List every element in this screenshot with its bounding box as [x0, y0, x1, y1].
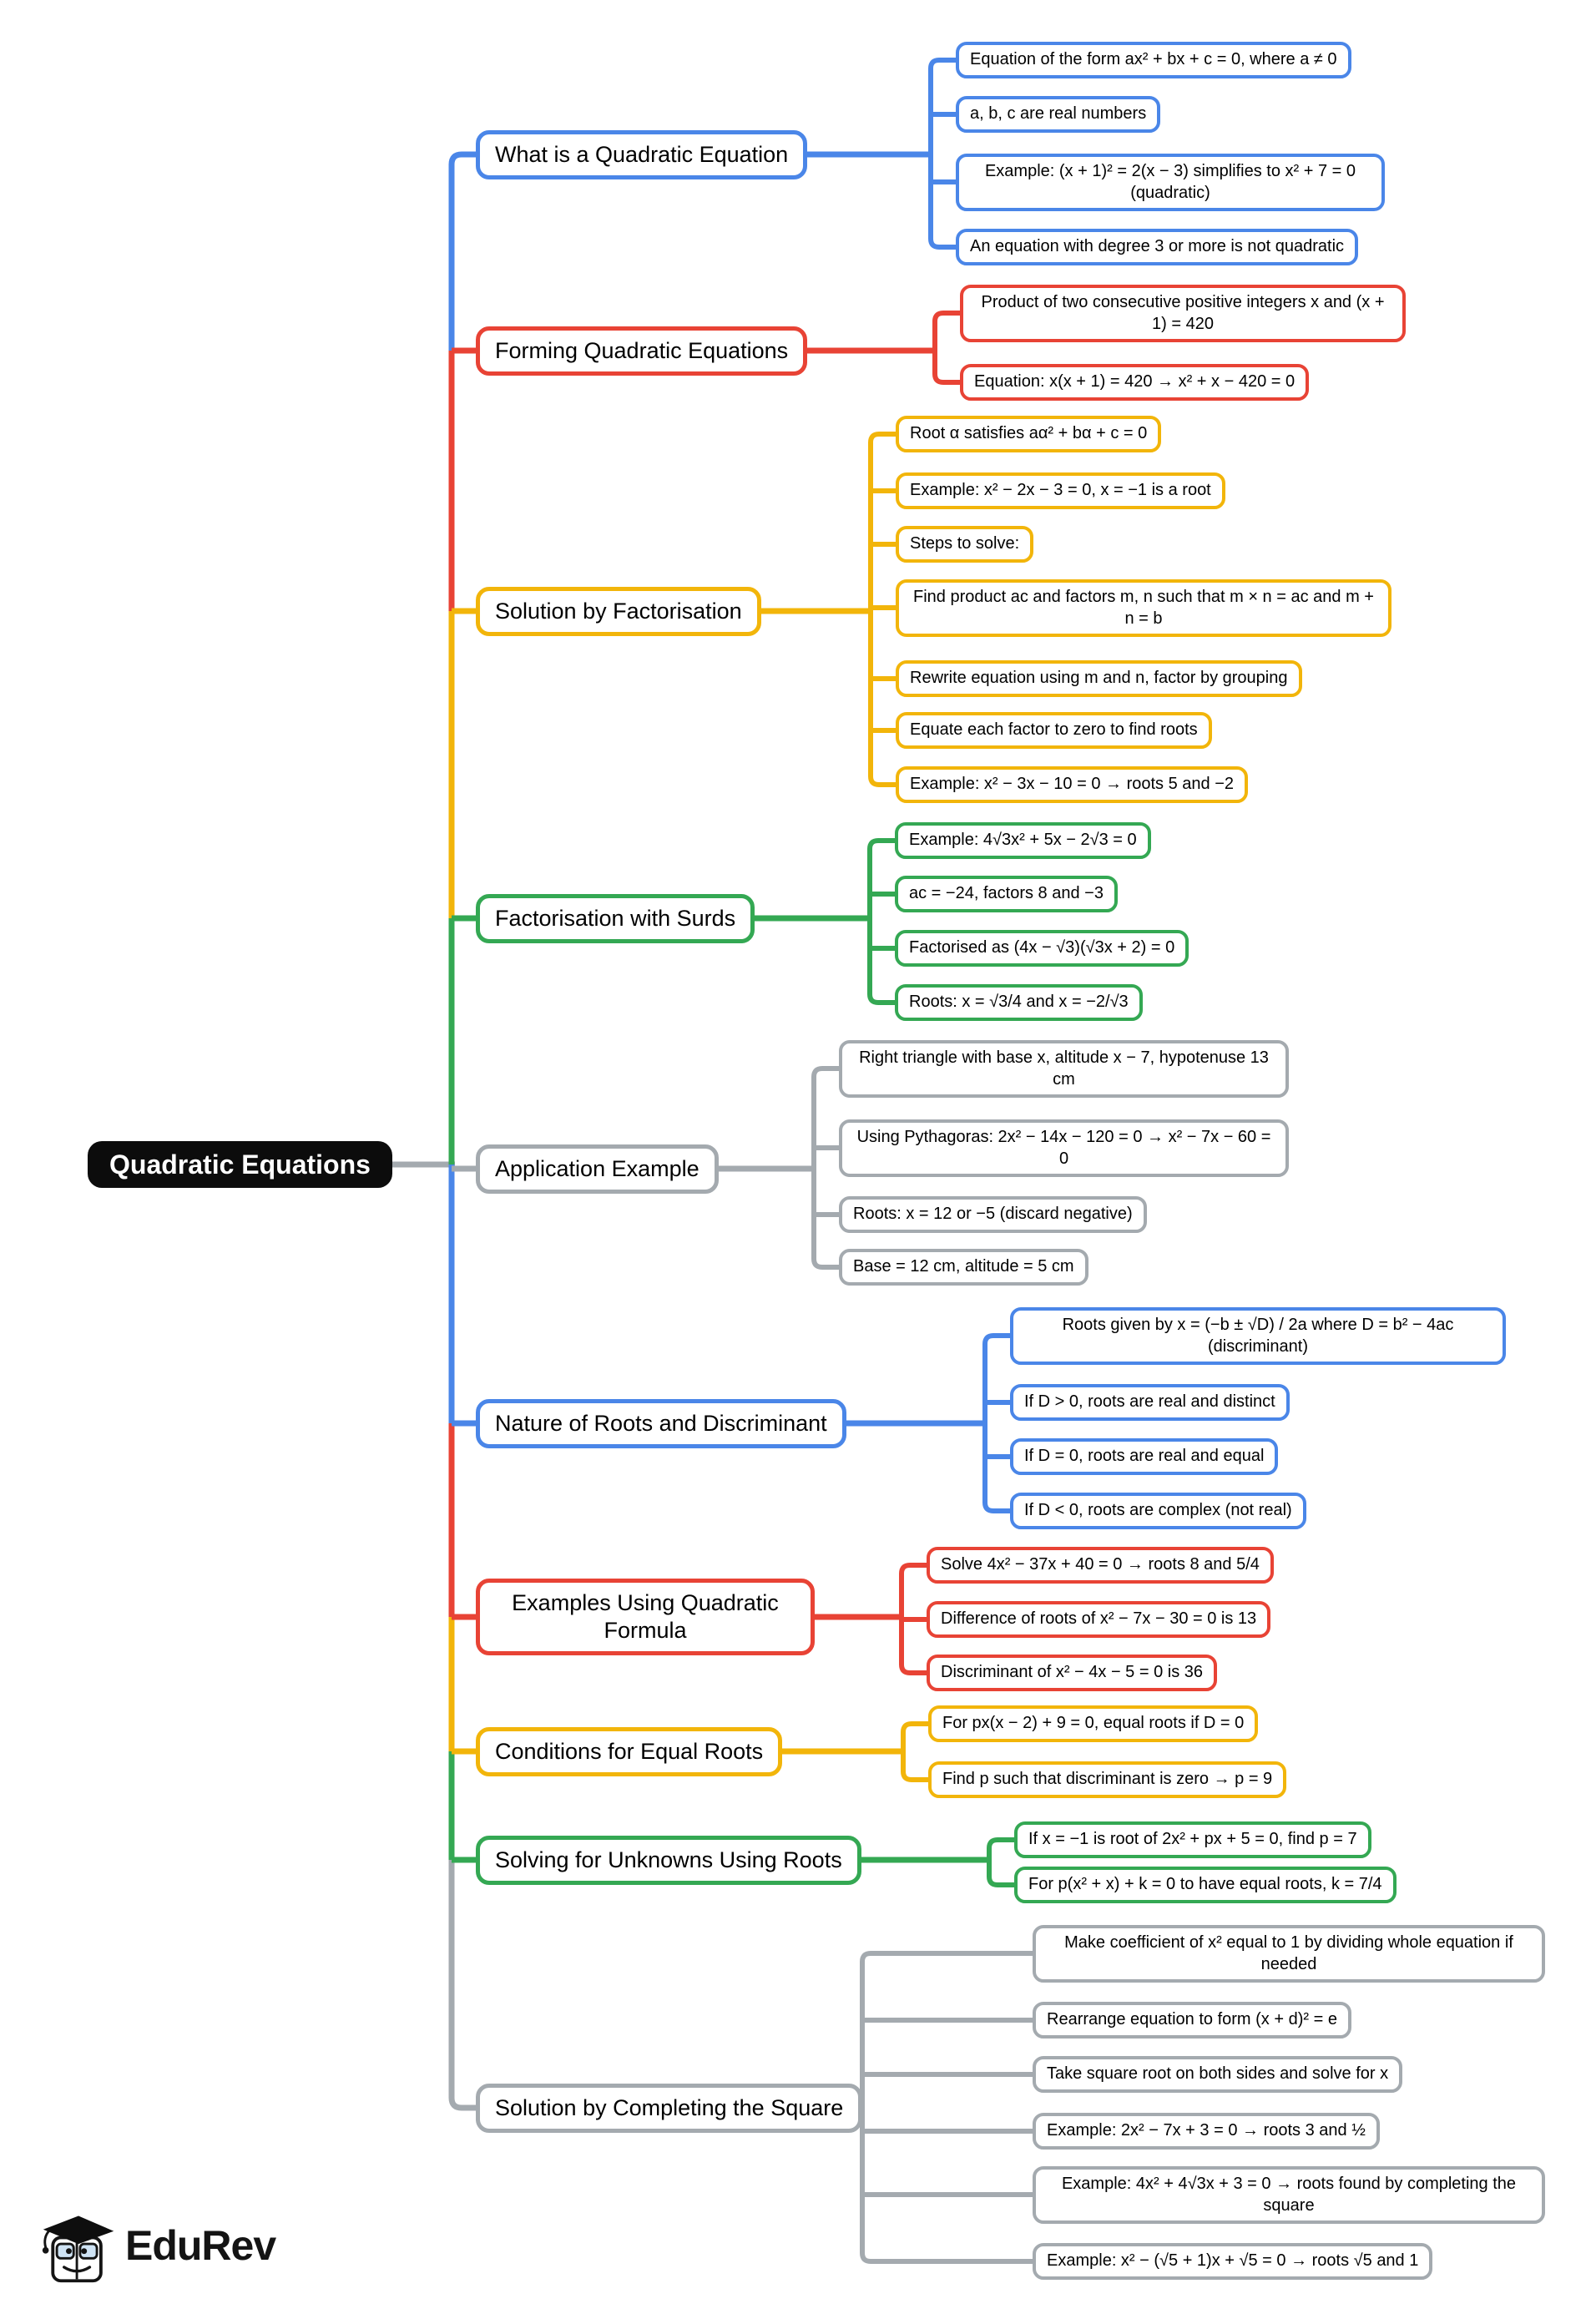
leaf-node: Example: x² − 2x − 3 = 0, x = −1 is a root: [896, 472, 1225, 509]
leaf-node: Roots: x = √3/4 and x = −2/√3: [895, 984, 1143, 1021]
edurev-logo: [38, 2205, 275, 2286]
branch-node-solution-by-completing-the-square: Solution by Completing the Square: [476, 2084, 862, 2133]
leaf-node: For p(x² + x) + k = 0 to have equal roots, k = 7/4: [1014, 1867, 1397, 1903]
branch-node-what-is-a-quadratic-equation: What is a Quadratic Equation: [476, 130, 807, 179]
leaf-node: Example: x² − 3x − 10 = 0 → roots 5 and −2: [896, 766, 1248, 803]
leaf-node: Difference of roots of x² − 7x − 30 = 0 is 13: [927, 1601, 1270, 1638]
leaf-node: If D > 0, roots are real and distinct: [1010, 1384, 1290, 1421]
branch-node-application-example: Application Example: [476, 1144, 719, 1194]
leaf-node: Steps to solve:: [896, 526, 1033, 563]
branch-node-conditions-for-equal-roots: Conditions for Equal Roots: [476, 1727, 782, 1776]
branch-node-factorisation-with-surds: Factorisation with Surds: [476, 894, 755, 943]
leaf-node: Example: 4x² + 4√3x + 3 = 0 → roots found by completing the square: [1033, 2166, 1545, 2224]
branch-node-forming-quadratic-equations: Forming Quadratic Equations: [476, 326, 807, 376]
leaf-node: Example: 2x² − 7x + 3 = 0 → roots 3 and ½: [1033, 2113, 1380, 2150]
leaf-node: Equation: x(x + 1) = 420 → x² + x − 420 = 0: [960, 364, 1309, 401]
leaf-node: Discriminant of x² − 4x − 5 = 0 is 36: [927, 1655, 1217, 1691]
leaf-node: Make coefficient of x² equal to 1 by dividing whole equation if needed: [1033, 1925, 1545, 1983]
leaf-node: a, b, c are real numbers: [956, 96, 1160, 133]
branch-node-solving-for-unknowns-using-roots: Solving for Unknowns Using Roots: [476, 1836, 861, 1885]
leaf-node: ac = −24, factors 8 and −3: [895, 876, 1118, 912]
leaf-node: Take square root on both sides and solve for x: [1033, 2056, 1402, 2093]
leaf-node: Rewrite equation using m and n, factor by grouping: [896, 660, 1302, 697]
leaf-node: Product of two consecutive positive integers x and (x + 1) = 420: [960, 285, 1406, 342]
leaf-node: Example: 4√3x² + 5x − 2√3 = 0: [895, 822, 1151, 859]
root-node: Quadratic Equations: [88, 1141, 392, 1188]
leaf-node: Solve 4x² − 37x + 40 = 0 → roots 8 and 5/4: [927, 1547, 1274, 1584]
leaf-node: Right triangle with base x, altitude x − 7, hypotenuse 13 cm: [839, 1040, 1289, 1098]
leaf-node: Roots: x = 12 or −5 (discard negative): [839, 1196, 1147, 1233]
leaf-node: Using Pythagoras: 2x² − 14x − 120 = 0 → x² − 7x − 60 = 0: [839, 1119, 1289, 1177]
leaf-node: Factorised as (4x − √3)(√3x + 2) = 0: [895, 930, 1189, 967]
edurev-wordmark: EduRev: [125, 2222, 276, 2269]
graduation-cap-icon: [38, 2205, 119, 2286]
leaf-node: Roots given by x = (−b ± √D) / 2a where D = b² − 4ac (discriminant): [1010, 1307, 1506, 1365]
branch-node-nature-of-roots-and-discriminant: Nature of Roots and Discriminant: [476, 1399, 846, 1448]
branch-node-examples-using-quadratic-formula: Examples Using Quadratic Formula: [476, 1579, 815, 1655]
leaf-node: Equation of the form ax² + bx + c = 0, where a ≠ 0: [956, 42, 1351, 78]
branch-node-solution-by-factorisation: Solution by Factorisation: [476, 587, 761, 636]
leaf-node: Root α satisfies aα² + bα + c = 0: [896, 416, 1161, 452]
leaf-node: If D = 0, roots are real and equal: [1010, 1438, 1278, 1475]
leaf-node: Equate each factor to zero to find roots: [896, 712, 1212, 749]
leaf-node: An equation with degree 3 or more is not quadratic: [956, 229, 1358, 265]
leaf-node: If x = −1 is root of 2x² + px + 5 = 0, find p = 7: [1014, 1821, 1371, 1858]
leaf-node: Base = 12 cm, altitude = 5 cm: [839, 1249, 1088, 1286]
leaf-node: Example: (x + 1)² = 2(x − 3) simplifies to x² + 7 = 0 (quadratic): [956, 154, 1385, 211]
leaf-node: Example: x² − (√5 + 1)x + √5 = 0 → roots √5 and 1: [1033, 2243, 1432, 2280]
leaf-node: Rearrange equation to form (x + d)² = e: [1033, 2002, 1351, 2039]
leaf-node: For px(x − 2) + 9 = 0, equal roots if D = 0: [928, 1705, 1258, 1742]
leaf-node: Find product ac and factors m, n such that m × n = ac and m + n = b: [896, 579, 1391, 637]
leaf-node: If D < 0, roots are complex (not real): [1010, 1493, 1306, 1529]
leaf-node: Find p such that discriminant is zero → p = 9: [928, 1761, 1286, 1798]
